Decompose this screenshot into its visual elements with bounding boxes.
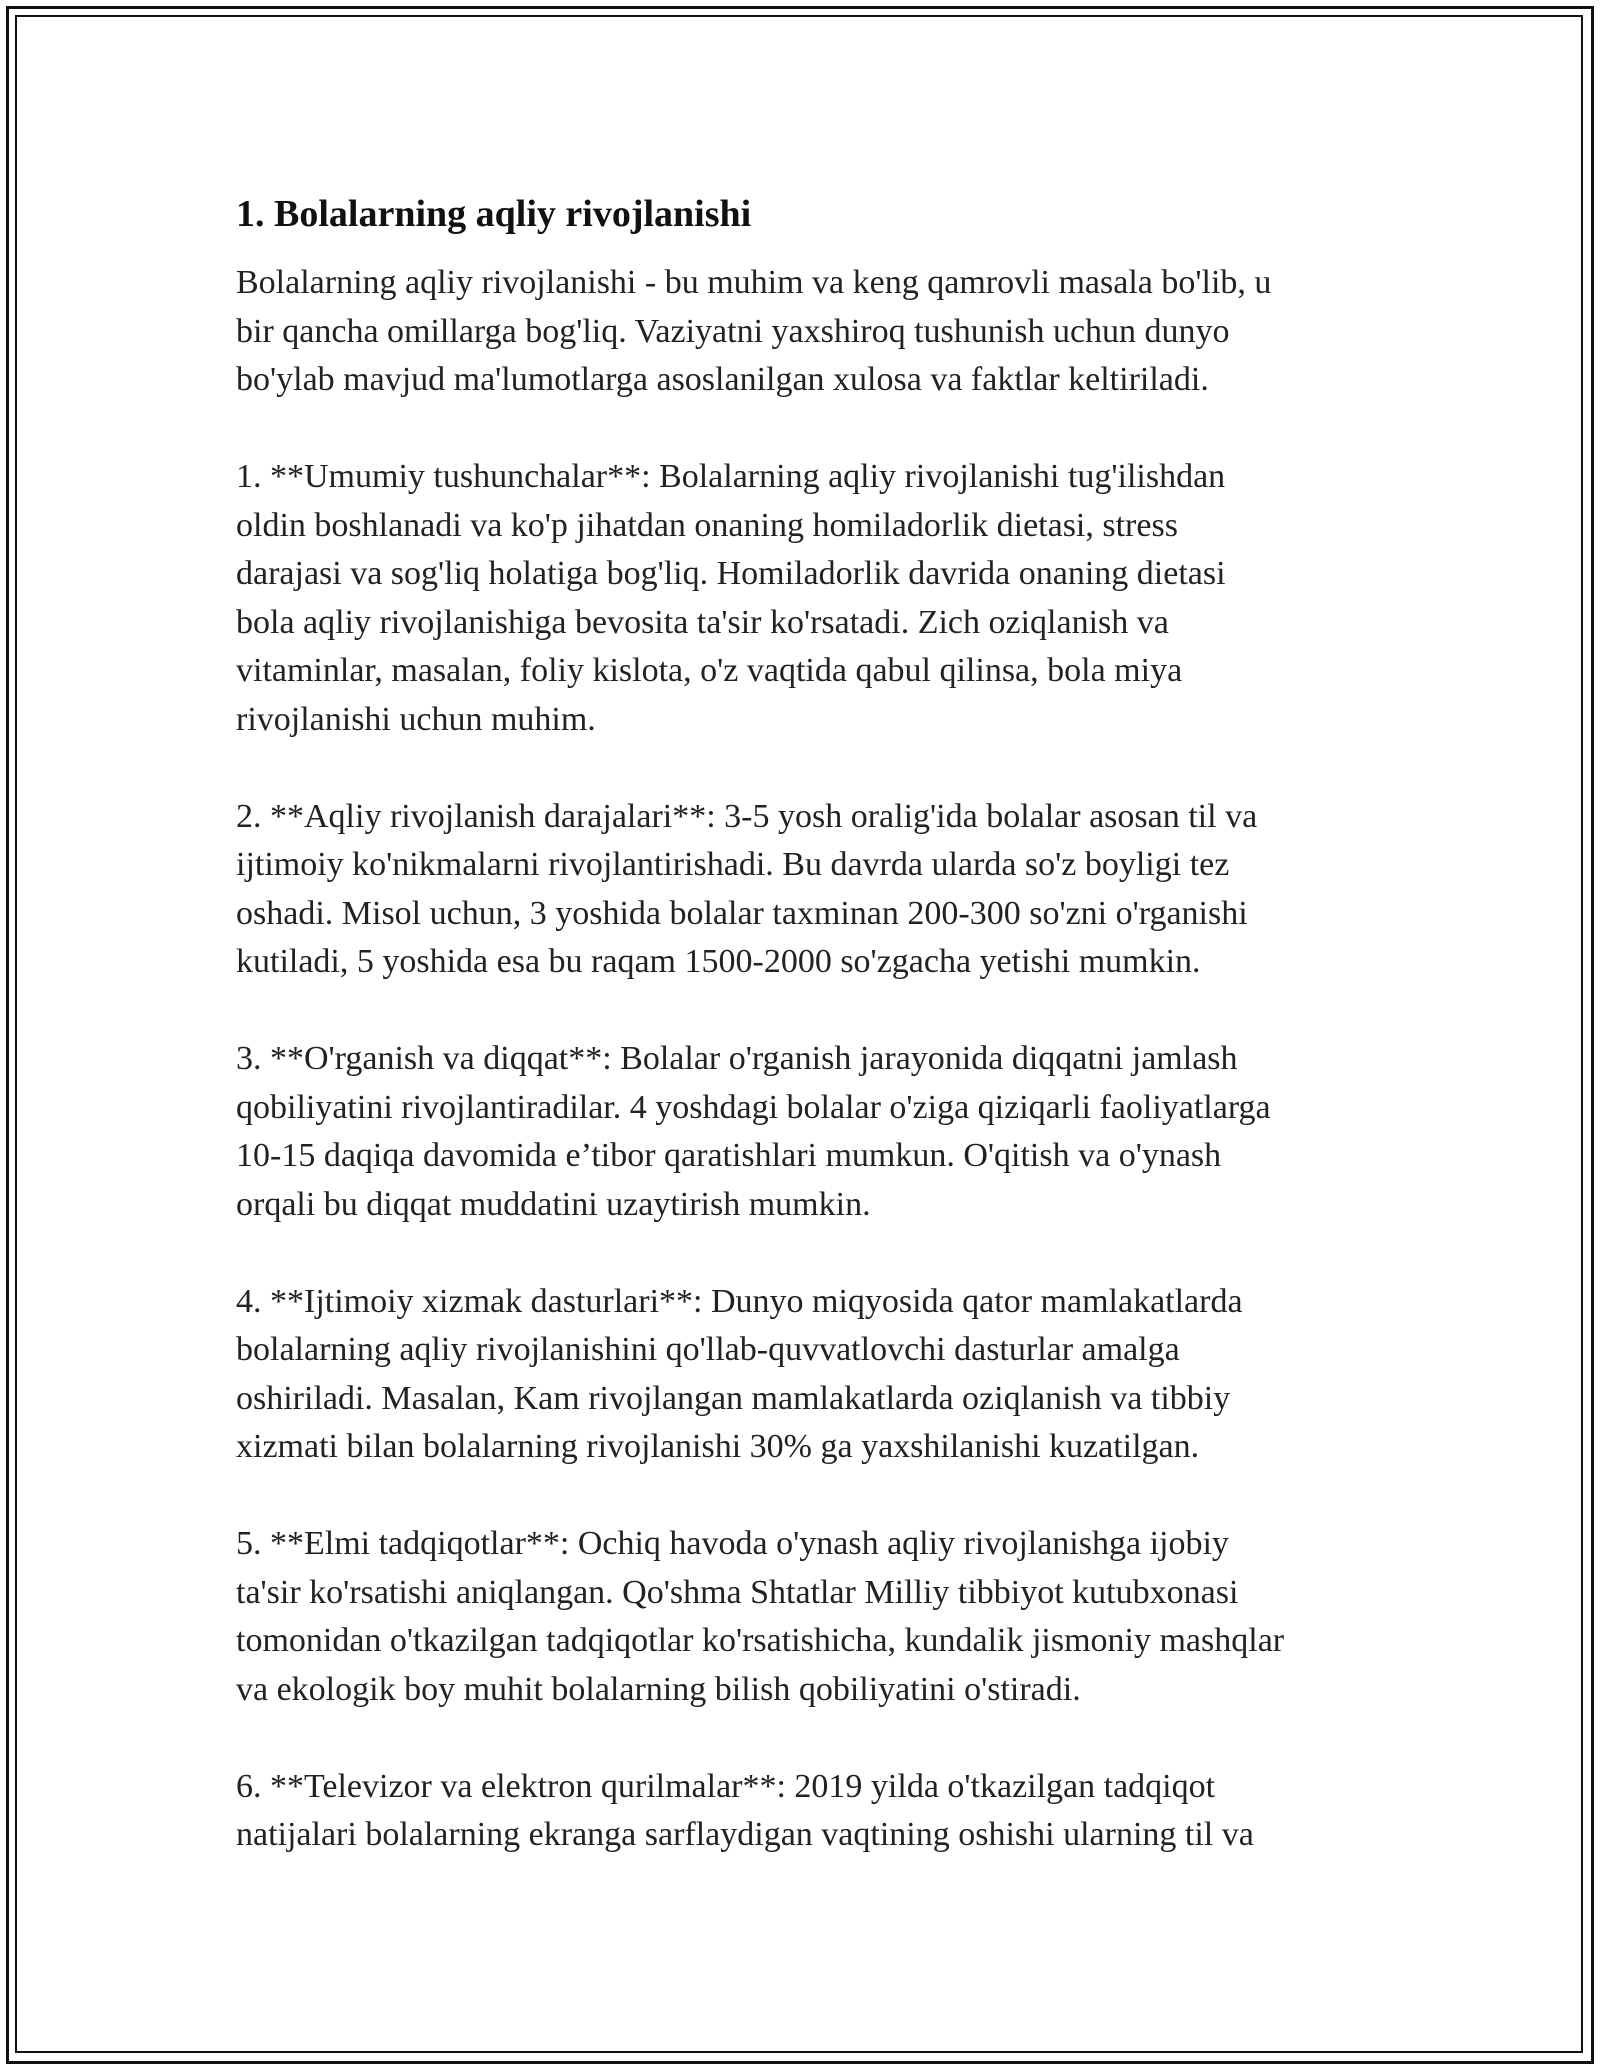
list-item-social-programs: 4. **Ijtimoiy xizmak dasturlari**: Dunyo miqyosida qator mamlakatlarda bolalarning aqliy rivojlanishini qo'llab-quvvatlovchi dasturlar amalga oshiriladi. Masalan, Kam rivojlangan mamlakatlarda oziqlanish va tibbiy xizmati bilan bolalarning rivojlanishi 30% ga yaxshilanishi kuzatilgan. [236, 1282, 1243, 1465]
list-item-tv-electronics: 6. **Televizor va elektron qurilmalar**: 2019 yilda o'tkazilgan tadqiqot natijalari bolalarning ekranga sarflaydigan vaqtining oshishi ularning til va [236, 1767, 1254, 1853]
list-item-development-levels: 2. **Aqliy rivojlanish darajalari**: 3-5 yosh oralig'ida bolalar asosan til va ijtimoiy ko'nikmalarni rivojlantirishadi. Bu davrda ularda so'z boyligi tez oshadi. Misol uchun, 3 yoshida bolalar taxminan 200-300 so'zni o'rganishi kutiladi, 5 yoshida esa bu raqam 1500-2000 so'zgacha yetishi mumkin. [236, 797, 1258, 980]
intro-paragraph: Bolalarning aqliy rivojlanishi - bu muhim va keng qamrovli masala bo'lib, u bir qancha omillarga bog'liq. Vaziyatni yaxshiroq tushunish uchun dunyo bo'ylab mavjud ma'lumotlarga asoslanilgan xulosa va faktlar keltiriladi. [236, 264, 1272, 398]
list-item-scientific-research: 5. **Elmi tadqiqotlar**: Ochiq havoda o'ynash aqliy rivojlanishga ijobiy ta'sir ko'rsatishi aniqlangan. Qo'shma Shtatlar Milliy tibbiyot kutubxonasi tomonidan o'tkazilgan tadqiqotlar ko'rsatishicha, kundalik jismoniy mashqlar va ekologik boy muhit bolalarning bilish qobiliyatini o'stiradi. [236, 1525, 1285, 1708]
list-item-learning-attention: 3. **O'rganish va diqqat**: Bolalar o'rganish jarayonida diqqatni jamlash qobiliyatini rivojlantiradilar. 4 yoshdagi bolalar o'ziga qiziqarli faoliyatlarga 10-15 daqiqa davomida e’tibor qaratishlari mumkun. O'qitish va o'ynash orqali bu diqqat muddatini uzaytirish mumkin. [236, 1040, 1271, 1223]
section-title: 1. Bolalarning aqliy rivojlanishi [236, 193, 752, 235]
document-body [236, 182, 1386, 1860]
list-item-general-concepts: 1. **Umumiy tushunchalar**: Bolalarning aqliy rivojlanishi tug'ilishdan oldin boshlanadi va ko'p jihatdan onaning homiladorlik dietasi, stress darajasi va sog'liq holatiga bog'liq. Homiladorlik davrida onaning dietasi bola aqliy rivojlanishiga bevosita ta'sir ko'rsatadi. Zich oziqlanish va vitaminlar, masalan, foliy kislota, o'z vaqtida qabul qilinsa, bola miya rivojlanishi uchun muhim. [236, 458, 1226, 738]
